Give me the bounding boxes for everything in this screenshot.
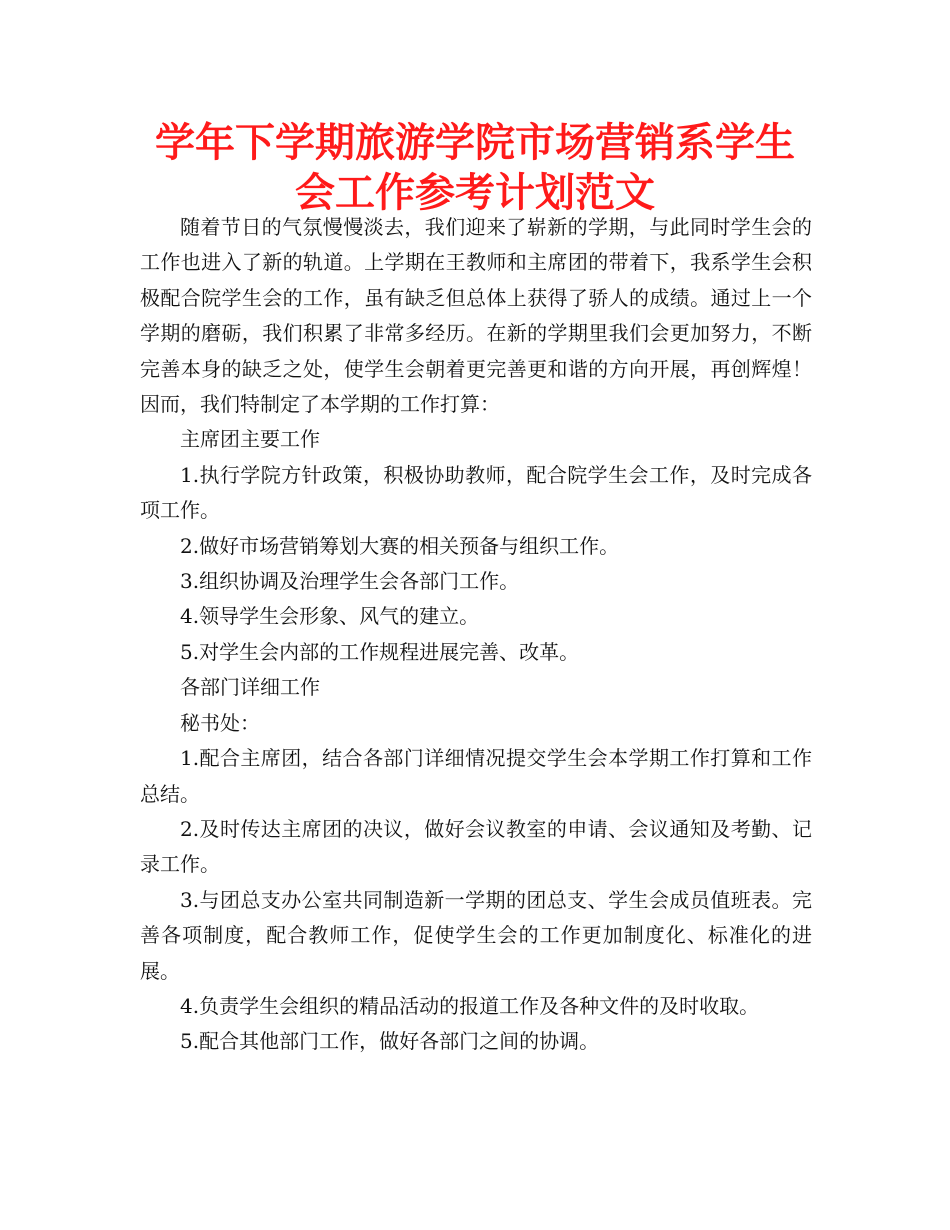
section-heading-departments: 各部门详细工作 bbox=[180, 675, 320, 700]
list-item: 1.配合主席团，结合各部门详细情况提交学生会本学期工作打算和工作总结。 bbox=[140, 746, 812, 806]
list-item: 1.执行学院方针政策，积极协助教师，配合院学生会工作，及时完成各项工作。 bbox=[140, 462, 812, 523]
document-title: 学年下学期旅游学院市场营销系学生会工作参考计划范文 bbox=[155, 120, 795, 216]
list-item: 3.与团总支办公室共同制造新一学期的团总支、学生会成员值班表。完善各项制度，配合教师工作，促使学生会的工作更加制度化、标准化的进展。 bbox=[140, 887, 812, 983]
list-item: 4.领导学生会形象、风气的建立。 bbox=[180, 604, 480, 629]
document-body bbox=[140, 210, 812, 1060]
section-heading-presidium: 主席团主要工作 bbox=[180, 427, 320, 452]
list-item: 5.配合其他部门工作，做好各部门之间的协调。 bbox=[180, 1029, 600, 1054]
subsection-heading-secretariat: 秘书处： bbox=[180, 710, 260, 735]
paragraph-intro: 随着节日的气氛慢慢淡去，我们迎来了崭新的学期，与此同时学生会的工作也进入了新的轨道。上学期在王教师和主席团的带着下，我系学生会积极配合院学生会的工作，虽有缺乏但总体上获得了骄人的成绩。通过上一个学期的磨砺，我们积累了非常多经历。在新的学期里我们会更加努力，不断完善本身的缺乏之处，使学生会朝着更完善更和谐的方向开展，再创辉煌！因而，我们特制定了本学期的工作打算： bbox=[140, 215, 812, 417]
list-item: 5.对学生会内部的工作规程进展完善、改革。 bbox=[180, 639, 580, 664]
list-item: 4.负责学生会组织的精品活动的报道工作及各种文件的及时收取。 bbox=[180, 993, 760, 1018]
list-item: 2.及时传达主席团的决议，做好会议教室的申请、会议通知及考勤、记录工作。 bbox=[140, 816, 812, 877]
list-item: 2.做好市场营销筹划大赛的相关预备与组织工作。 bbox=[180, 533, 620, 558]
list-item: 3.组织协调及治理学生会各部门工作。 bbox=[180, 569, 520, 594]
